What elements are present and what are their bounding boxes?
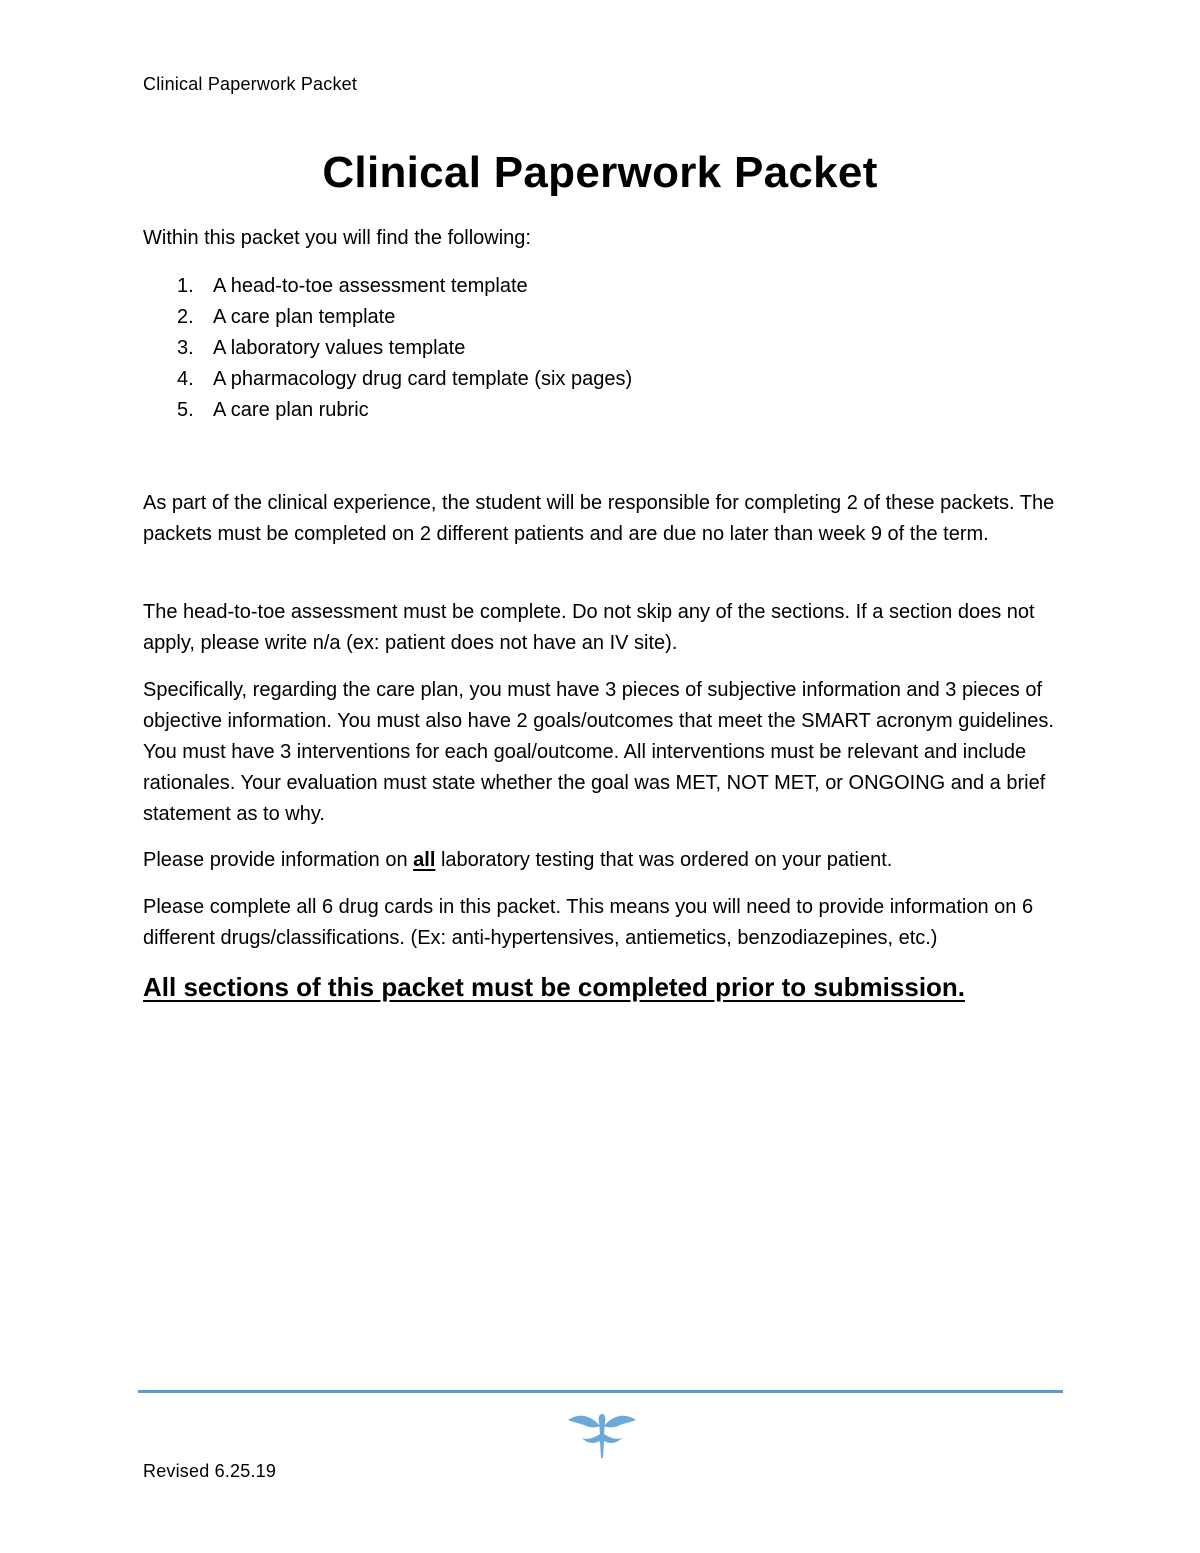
list-item bbox=[143, 334, 632, 365]
contents-list bbox=[143, 272, 632, 427]
list-item-text: A care plan template bbox=[213, 306, 396, 328]
list-item-text: A laboratory values template bbox=[213, 337, 466, 359]
paragraph-head-to-toe: The head-to-toe assessment must be complete. Do not skip any of the sections. If a section does not apply, please write n/a (ex: patient does not have an IV site). bbox=[143, 601, 1035, 654]
list-item bbox=[143, 303, 632, 334]
list-item-number: 4. bbox=[177, 368, 194, 390]
list-item-text: A pharmacology drug card template (six pages) bbox=[213, 368, 633, 390]
list-item-text: A head-to-toe assessment template bbox=[213, 275, 528, 297]
page-title: Clinical Paperwork Packet bbox=[322, 148, 878, 197]
list-item bbox=[143, 396, 632, 427]
paragraph-laboratory-start: Please provide information on bbox=[143, 849, 414, 871]
revision-date: Revised 6.25.19 bbox=[143, 1461, 277, 1481]
list-item-number: 5. bbox=[177, 399, 194, 421]
paragraph-drug-cards: Please complete all 6 drug cards in this packet. This means you will need to provide information on 6 different drugs/classifications. (Ex: anti-hypertensives, antiemetics, benzodiazepines, etc.) bbox=[143, 896, 1034, 949]
list-item-text: A care plan rubric bbox=[213, 399, 369, 421]
page-header: Clinical Paperwork Packet bbox=[143, 74, 358, 94]
list-item bbox=[143, 365, 632, 396]
bird-logo-icon bbox=[566, 1408, 638, 1462]
footer-divider bbox=[138, 1390, 1063, 1393]
intro-text: Within this packet you will find the following: bbox=[143, 227, 531, 249]
paragraph-care-plan: Specifically, regarding the care plan, you must have 3 pieces of subjective information and 3 pieces of objective information. You must also have 2 goals/outcomes that meet the SMART acronym guidelines. You must have 3 interventions for each goal/outcome. All interventions must be relevant and include rationales. Your evaluation must state whether the goal was MET, NOT MET, or ONGOING and a brief statement as to why. bbox=[143, 679, 1054, 825]
list-item-number: 2. bbox=[177, 306, 194, 328]
emphasis-all: all bbox=[413, 849, 436, 871]
paragraph-laboratory-end: laboratory testing that was ordered on your patient. bbox=[435, 849, 893, 871]
paragraph-completion-requirements: As part of the clinical experience, the student will be responsible for completing 2 of these packets. The packets must be completed on 2 different patients and are due no later than week 9 of the term. bbox=[143, 492, 1055, 545]
list-item-number: 3. bbox=[177, 337, 194, 359]
paragraph-laboratory bbox=[143, 845, 1068, 876]
list-item bbox=[143, 272, 632, 303]
final-notice: All sections of this packet must be completed prior to submission. bbox=[143, 972, 966, 1002]
list-item-number: 1. bbox=[177, 275, 194, 297]
